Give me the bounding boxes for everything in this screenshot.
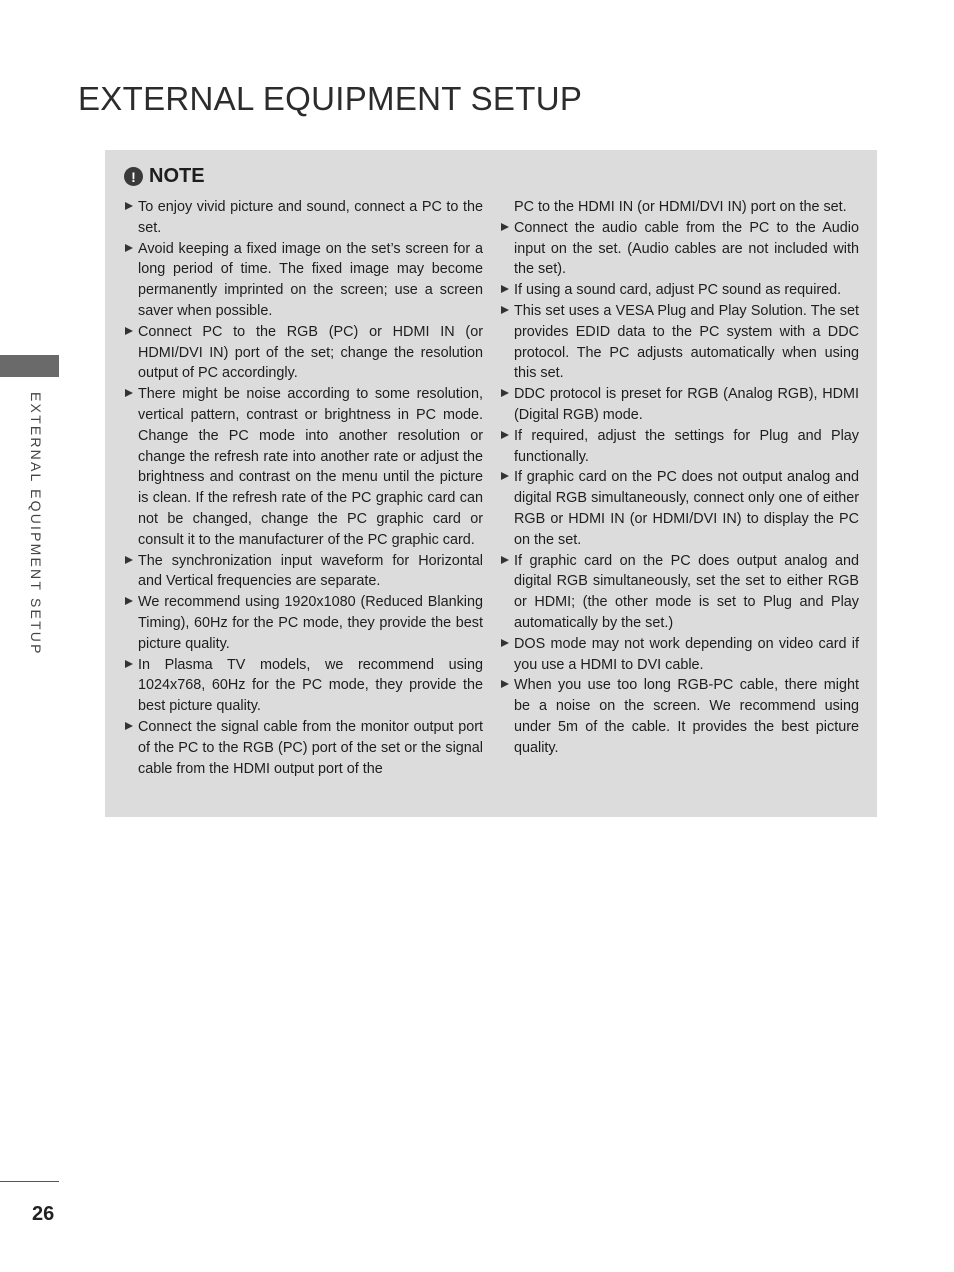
arrow-bullet-icon	[501, 556, 509, 564]
arrow-bullet-icon	[501, 680, 509, 688]
note-item	[501, 280, 859, 301]
side-section-label: EXTERNAL EQUIPMENT SETUP	[28, 392, 44, 656]
note-item	[125, 322, 483, 384]
note-item-text: In Plasma TV models, we recommend using 1024x768, 60Hz for the PC mode, they provide the best picture quality.	[138, 656, 483, 715]
note-label: NOTE	[149, 165, 205, 187]
note-item	[125, 551, 483, 593]
arrow-bullet-icon	[125, 244, 133, 252]
note-item-text: The synchronization input waveform for Horizontal and Vertical frequencies are separate.	[138, 552, 483, 590]
note-box	[105, 150, 877, 817]
arrow-bullet-icon	[501, 306, 509, 314]
note-item	[501, 551, 859, 634]
page-number: 26	[32, 1203, 55, 1225]
note-item	[125, 592, 483, 654]
note-item-text: There might be noise according to some resolution, vertical pattern, contrast or brightness in PC mode. Change the PC mode into another resolution or change the refresh rate into another rate or adjust the brightness and contrast on the menu until the picture is clean. If the refresh rate of the PC graphic card can not be changed, change the PC graphic card or consult it to the manufacturer of the PC graphic card.	[138, 386, 483, 548]
arrow-bullet-icon	[125, 389, 133, 397]
note-item-text: If required, adjust the settings for Plug and Play functionally.	[514, 427, 859, 465]
arrow-bullet-icon	[125, 327, 133, 335]
footer-rule	[0, 1181, 59, 1182]
note-item-text: We recommend using 1920x1080 (Reduced Blanking Timing), 60Hz for the PC mode, they provide the best picture quality.	[138, 594, 483, 652]
note-item-text: DDC protocol is preset for RGB (Analog RGB), HDMI (Digital RGB) mode.	[514, 386, 859, 423]
note-item-text: When you use too long RGB-PC cable, there might be a noise on the screen. We recommend using under 5m of the cable. It provides the best picture quality.	[514, 677, 859, 756]
exclamation-icon: !	[124, 167, 143, 186]
arrow-bullet-icon	[125, 556, 133, 564]
note-item-text: Avoid keeping a fixed image on the set’s screen for a long period of time. The fixed image may become permanently imprinted on the screen; use a screen saver when possible.	[138, 240, 483, 319]
arrow-bullet-icon	[501, 285, 509, 293]
note-item	[501, 301, 859, 384]
note-item-text: To enjoy vivid picture and sound, connect a PC to the set.	[138, 199, 483, 236]
side-tab-marker	[0, 355, 59, 377]
note-right-column	[501, 197, 859, 759]
note-item	[501, 218, 859, 280]
note-item-text: This set uses a VESA Plug and Play Solution. The set provides EDID data to the PC system with a DDC protocol. The PC adjusts automatically when using this set.	[514, 302, 859, 382]
note-item	[125, 239, 483, 322]
note-item-continuation: PC to the HDMI IN (or HDMI/DVI IN) port on the set.	[514, 199, 847, 215]
note-item	[125, 384, 483, 550]
note-item	[125, 717, 483, 779]
note-item	[501, 675, 859, 758]
note-item-text: If using a sound card, adjust PC sound as required.	[514, 282, 842, 299]
note-item-text: DOS mode may not work depending on video card if you use a HDMI to DVI cable.	[514, 635, 859, 673]
note-item-text: If graphic card on the PC does output analog and digital RGB simultaneously, set the set to either RGB or HDMI; (the other mode is set to Plug and Play automatically by the set.)	[514, 552, 859, 631]
note-item-text: If graphic card on the PC does not output analog and digital RGB simultaneously, connect only one of either RGB or HDMI IN (or HDMI/DVI IN) to display the PC on the set.	[514, 469, 859, 548]
arrow-bullet-icon	[501, 639, 509, 647]
page-title: EXTERNAL EQUIPMENT SETUP	[78, 80, 583, 118]
note-item	[125, 197, 483, 239]
arrow-bullet-icon	[501, 472, 509, 480]
note-left-column	[125, 197, 483, 779]
arrow-bullet-icon	[125, 202, 133, 210]
note-item-text: Connect the audio cable from the PC to the Audio input on the set. (Audio cables are not included with the set).	[514, 219, 859, 278]
note-item-text: Connect the signal cable from the monitor output port of the PC to the RGB (PC) port of the set or the signal cable from the HDMI output port of the	[138, 718, 483, 777]
note-item	[501, 467, 859, 550]
note-header	[124, 165, 205, 188]
note-item	[501, 426, 859, 468]
arrow-bullet-icon	[501, 223, 509, 231]
note-item-text: Connect PC to the RGB (PC) or HDMI IN (or HDMI/DVI IN) port of the set; change the resolution output of PC accordingly.	[138, 323, 483, 382]
arrow-bullet-icon	[501, 389, 509, 397]
arrow-bullet-icon	[125, 660, 133, 668]
arrow-bullet-icon	[125, 597, 133, 605]
arrow-bullet-icon	[125, 722, 133, 730]
arrow-bullet-icon	[501, 431, 509, 439]
note-item	[125, 655, 483, 717]
note-item	[501, 384, 859, 426]
note-item	[501, 634, 859, 676]
